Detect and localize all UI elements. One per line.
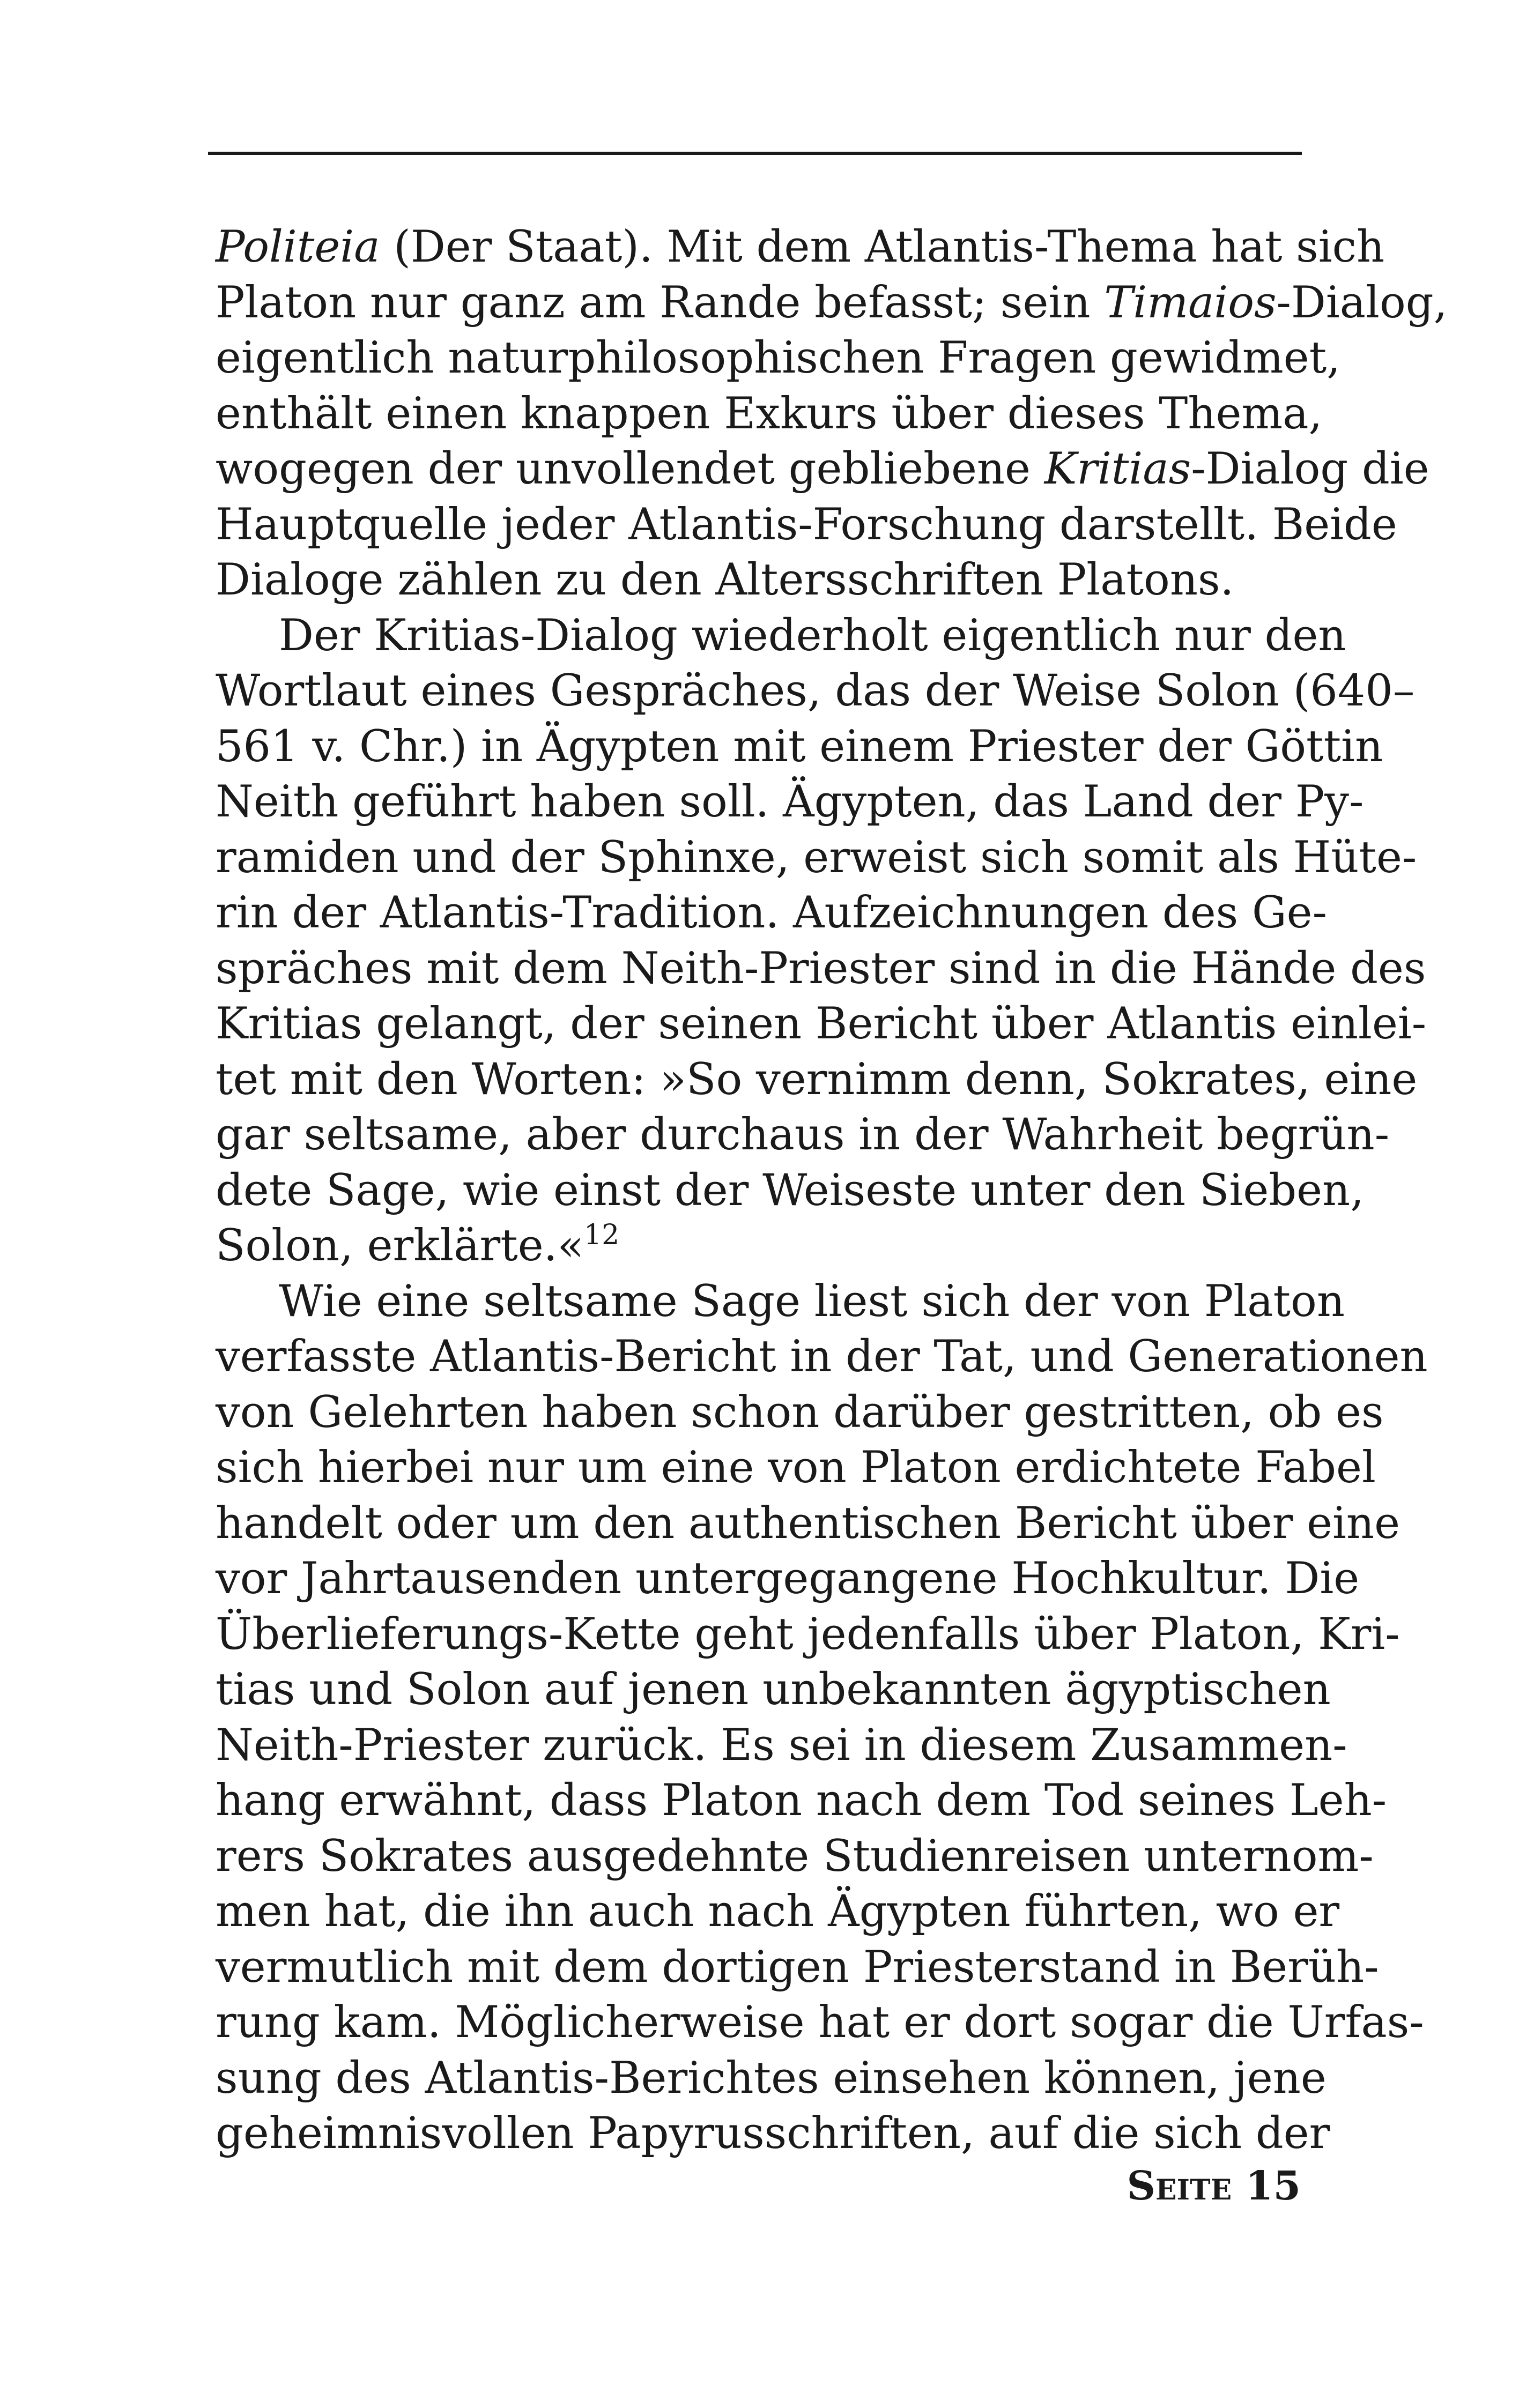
- text-line: [216, 1440, 1376, 1496]
- text-run: ramiden und der Sphinxe, erweist sich somit als Hüte-: [216, 832, 1417, 883]
- text-run: rung kam. Möglicherweise hat er dort sogar die Urfas-: [216, 1997, 1424, 2048]
- text-line: [216, 886, 1327, 941]
- text-run: Hauptquelle jeder Atlantis-Forschung darstellt. Beide: [216, 499, 1397, 550]
- text-run: enthält einen knappen Exkurs über dieses Thema,: [216, 388, 1323, 439]
- italic-title: Politeia: [216, 222, 380, 272]
- text-run: rin der Atlantis-Tradition. Aufzeichnungen des Ge-: [216, 888, 1327, 938]
- text-line: [216, 1718, 1347, 1774]
- text-line: [216, 276, 1448, 331]
- text-line: [216, 664, 1415, 719]
- text-run: Der Kritias-Dialog wiederholt eigentlich nur den: [279, 610, 1346, 661]
- text-run: Kritias gelangt, der seinen Bericht über Atlantis einlei-: [216, 999, 1427, 1049]
- text-line: [216, 2051, 1327, 2107]
- text-line: [216, 442, 1429, 497]
- text-run: -Dialog,: [1276, 277, 1448, 328]
- text-run: von Gelehrten haben schon darüber gestritten, ob es: [216, 1387, 1384, 1438]
- text-line: [216, 1329, 1428, 1385]
- text-run: sich hierbei nur um eine von Platon erdichtete Fabel: [216, 1443, 1376, 1493]
- text-run: men hat, die ihn auch nach Ägypten führten, wo er: [216, 1886, 1340, 1937]
- text-line: [216, 387, 1323, 442]
- text-line: [216, 1108, 1390, 1163]
- text-run: verfasste Atlantis-Bericht in der Tat, und Generationen: [216, 1332, 1428, 1382]
- text-line: [216, 2106, 1330, 2162]
- text-line: [216, 1773, 1387, 1829]
- text-run: 561 v. Chr.) in Ägypten mit einem Priester der Göttin: [216, 721, 1383, 772]
- text-line: [216, 1052, 1418, 1108]
- text-line: [216, 1274, 1345, 1330]
- text-run: sung des Atlantis-Berichtes einsehen können, jene: [216, 2053, 1327, 2104]
- text-line: [216, 941, 1426, 997]
- paragraph: [216, 608, 1427, 1274]
- text-run: tias und Solon auf jenen unbekannten ägyptischen: [216, 1664, 1331, 1715]
- text-line: [216, 1829, 1374, 1885]
- text-line: [216, 1496, 1401, 1552]
- footnote-ref: 12: [584, 1219, 620, 1251]
- folio-label: Seite: [1127, 2163, 1232, 2209]
- text-run: dete Sage, wie einst der Weiseste unter den Sieben,: [216, 1165, 1364, 1216]
- text-run: tet mit den Worten: »So vernimm denn, Sokrates, eine: [216, 1054, 1418, 1105]
- italic-title: Timaios: [1104, 277, 1277, 328]
- text-line: [216, 1385, 1384, 1441]
- text-line: [216, 553, 1299, 608]
- text-line: [216, 220, 1385, 276]
- text-line: [216, 497, 1397, 553]
- text-run: Neith-Priester zurück. Es sei in diesem Zusammen-: [216, 1720, 1347, 1771]
- text-run: Überlieferungs-Kette geht jedenfalls über Platon, Kri-: [216, 1609, 1400, 1660]
- paragraph: [216, 1274, 1428, 2162]
- text-run: Wortlaut eines Gespräches, das der Weise Solon (640–: [216, 666, 1415, 716]
- text-run: Dialoge zählen zu den Altersschriften Platons.: [216, 555, 1234, 605]
- header-rule: [208, 152, 1302, 155]
- text-line: [216, 1995, 1424, 2051]
- text-line: [216, 608, 1346, 664]
- text-run: spräches mit dem Neith-Priester sind in die Hände des: [216, 943, 1426, 994]
- text-run: Wie eine seltsame Sage liest sich der von Platon: [279, 1276, 1345, 1327]
- text-run: Platon nur ganz am Rande befasst; sein: [216, 277, 1105, 328]
- page-number: [1127, 2163, 1301, 2209]
- text-line: [216, 1218, 1299, 1274]
- text-line: [216, 331, 1340, 387]
- text-line: [216, 775, 1364, 830]
- text-run: -Dialog die: [1191, 444, 1429, 494]
- text-line: [216, 1884, 1340, 1940]
- text-run: wogegen der unvollendet gebliebene: [216, 444, 1044, 494]
- text-run: geheimnisvollen Papyrusschriften, auf die sich der: [216, 2108, 1330, 2159]
- folio-number: 15: [1246, 2163, 1301, 2209]
- text-line: [216, 1551, 1360, 1607]
- text-run: eigentlich naturphilosophischen Fragen gewidmet,: [216, 333, 1340, 383]
- body-text: [216, 220, 1448, 2162]
- text-run: Solon, erklärte.«: [216, 1221, 584, 1271]
- text-line: [216, 1940, 1379, 1996]
- text-run: hang erwähnt, dass Platon nach dem Tod seines Leh-: [216, 1775, 1387, 1826]
- text-run: vermutlich mit dem dortigen Priesterstand in Berüh-: [216, 1942, 1379, 1993]
- text-line: [216, 830, 1417, 886]
- text-run: Neith geführt haben soll. Ägypten, das Land der Py-: [216, 777, 1364, 827]
- text-run: handelt oder um den authentischen Bericht über eine: [216, 1498, 1401, 1549]
- text-line: [216, 719, 1383, 775]
- italic-title: Kritias: [1044, 444, 1191, 494]
- text-run: gar seltsame, aber durchaus in der Wahrheit begrün-: [216, 1110, 1390, 1160]
- text-run: (Der Staat). Mit dem Atlantis-Thema hat sich: [380, 222, 1385, 272]
- text-run: vor Jahrtausenden untergegangene Hochkultur. Die: [216, 1554, 1360, 1604]
- text-line: [216, 1607, 1400, 1663]
- paragraph: [216, 220, 1448, 608]
- text-line: [216, 1163, 1364, 1219]
- text-line: [216, 1662, 1331, 1718]
- text-run: rers Sokrates ausgedehnte Studienreisen unternom-: [216, 1831, 1374, 1882]
- text-line: [216, 997, 1427, 1052]
